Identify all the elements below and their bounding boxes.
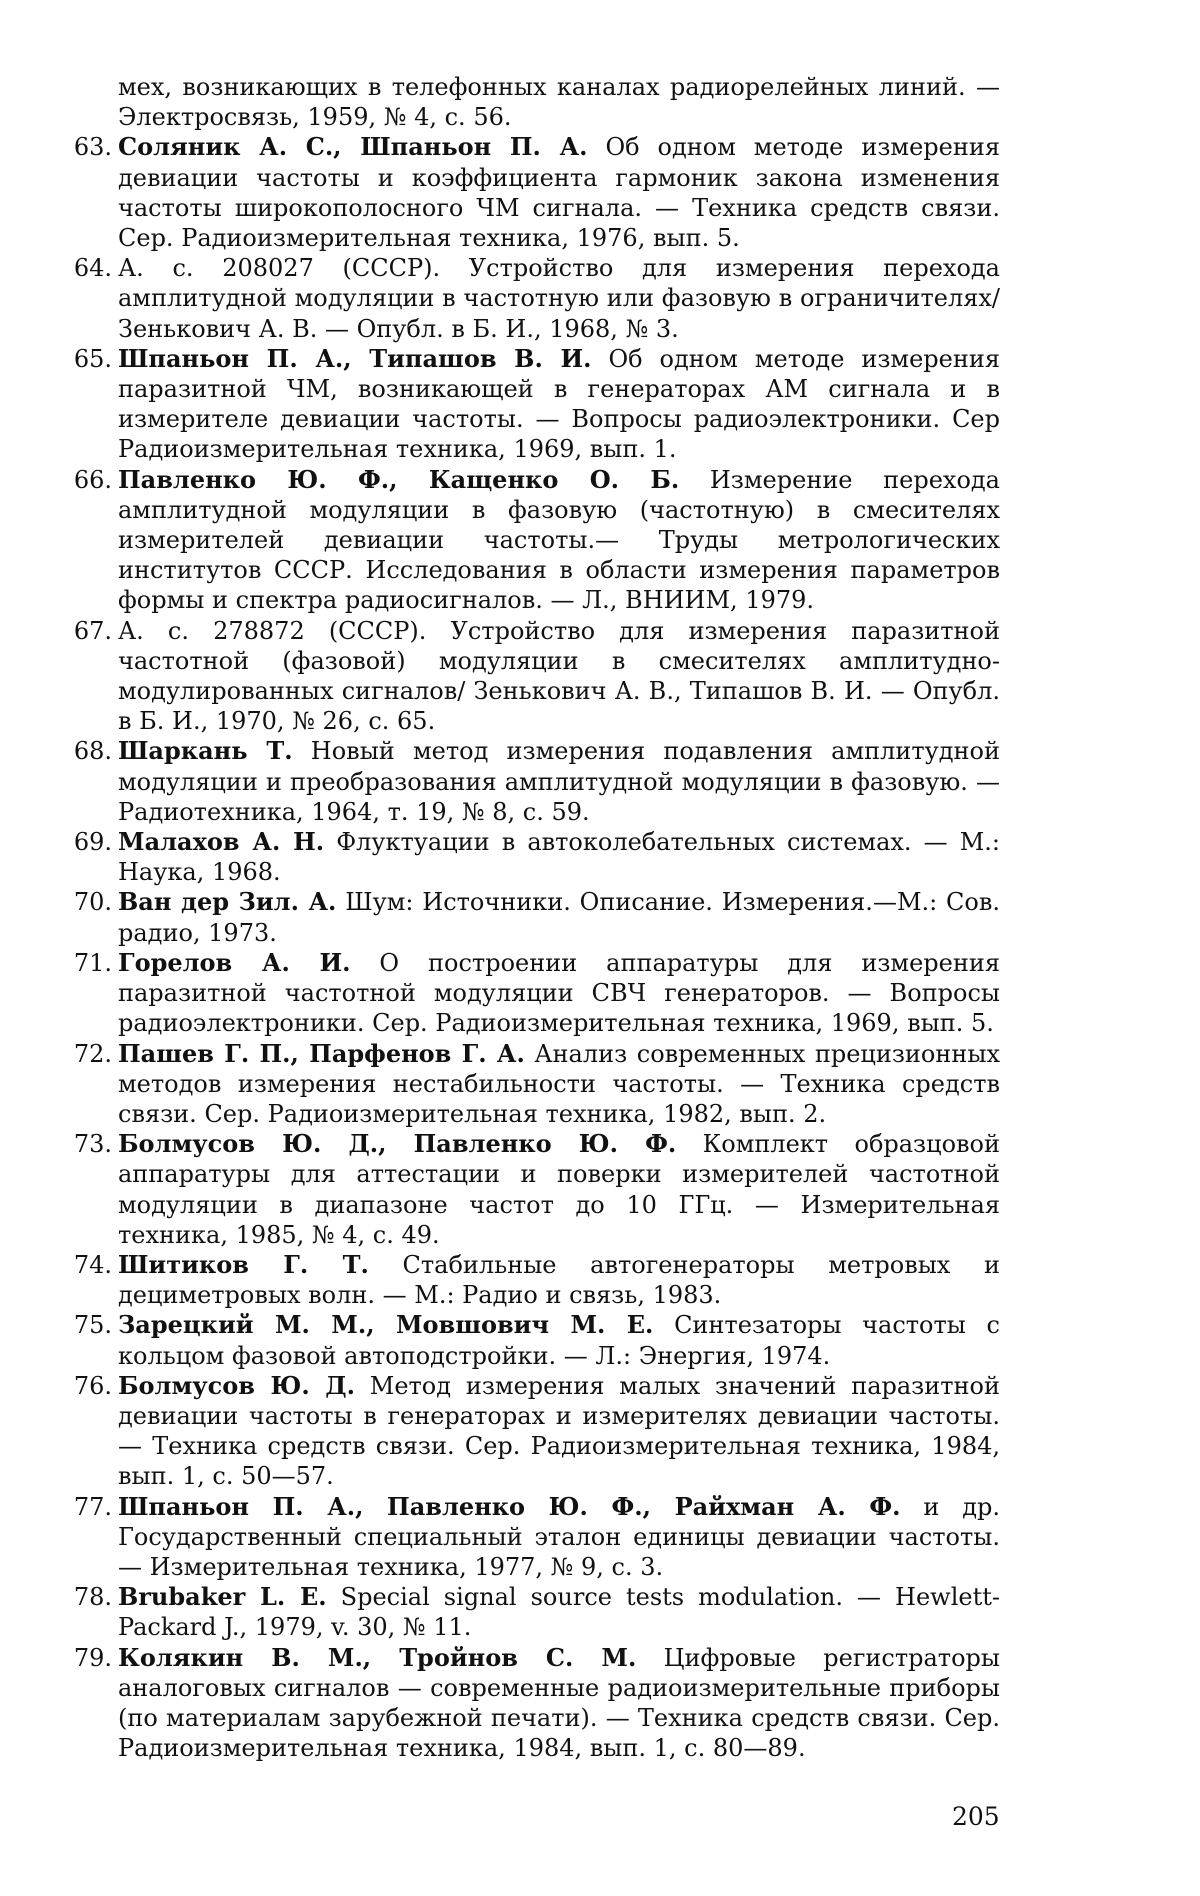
reference-authors: Соляник А. С., Шпаньон П. А. bbox=[118, 132, 588, 162]
reference-text: и др. Государственный специальный эталон единицы девиации частоты. — Измерительная техника, 1977, № 9, с. 3. bbox=[118, 1492, 1000, 1581]
reference-item bbox=[60, 1310, 1000, 1370]
reference-text: Анализ современных прецизионных методов измерения нестабильности частоты. — Техника средств связи. Сер. Радиоизмерительная техника, 1982, вып. 2. bbox=[118, 1039, 1000, 1128]
reference-number: 77. bbox=[73, 1492, 112, 1521]
reference-authors: Brubaker L. E. bbox=[118, 1582, 327, 1612]
reference-text: А. с. 208027 (СССР). Устройство для измерения перехода амплитудной модуляции в частотную или фазовую в ограничителях/ Зенькович А. В. — Опубл. в Б. И., 1968, № 3. bbox=[118, 254, 1000, 343]
reference-item bbox=[60, 72, 1000, 132]
reference-text: Шум: Источники. Описание. Измерения.—М.: Сов. радио, 1973. bbox=[118, 888, 1000, 947]
reference-text: Стабильные автогенераторы метровых и дециметровых волн. — М.: Радио и связь, 1983. bbox=[118, 1250, 1000, 1310]
reference-list bbox=[60, 72, 1000, 1763]
reference-item bbox=[60, 344, 1000, 465]
page-number: 205 bbox=[952, 1802, 1000, 1831]
reference-number: 68. bbox=[73, 737, 112, 766]
reference-text: Об одном методе измерения паразитной ЧМ, возникающей в генераторах АМ сигнала и в измерителе девиации частоты. — Вопросы радиоэлектроники. Сер Радиоизмерительная техника, 1969, вып. 1. bbox=[118, 344, 1000, 464]
reference-authors: Болмусов Ю. Д. bbox=[118, 1370, 355, 1400]
reference-number: 67. bbox=[73, 616, 112, 645]
reference-authors: Шаркань Т. bbox=[118, 736, 293, 766]
reference-authors: Малахов А. Н. bbox=[118, 827, 325, 857]
reference-text: Об одном методе измерения девиации частоты и коэффициента гармоник закона изменения частоты широкополосного ЧМ сигнала. — Техника средств связи. Сер. Радиоизмерительная техника, 1976, вып. 5. bbox=[118, 133, 1000, 253]
reference-number: 74. bbox=[73, 1250, 112, 1279]
reference-text: Новый метод измерения подавления амплитудной модуляции и преобразования амплитудной модуляции в фазовую. — Радиотехника, 1964, т. 19, № 8, с. 59. bbox=[118, 737, 1000, 826]
reference-item bbox=[60, 465, 1000, 616]
reference-text: Синтезаторы частоты с кольцом фазовой автоподстройки. — Л.: Энергия, 1974. bbox=[118, 1311, 1000, 1370]
reference-text: Комплект образцовой аппаратуры для аттестации и поверки измерителей частотной модуляции в диапазоне частот до 10 ГГц. — Измерительная техника, 1985, № 4, с. 49. bbox=[118, 1130, 1000, 1249]
reference-text: О построении аппаратуры для измерения паразитной частотной модуляции СВЧ генераторов. — Вопросы радиоэлектроники. Сер. Радиоизмерительная техника, 1969, вып. 5. bbox=[118, 948, 1000, 1038]
reference-authors: Горелов А. И. bbox=[118, 947, 351, 977]
reference-authors: Павленко Ю. Ф., Кащенко О. Б. bbox=[118, 464, 680, 494]
reference-item bbox=[60, 616, 1000, 737]
reference-item bbox=[60, 1582, 1000, 1642]
reference-text: Метод измерения малых значений паразитной девиации частоты в генераторах и измерителях девиации частоты. — Техника средств связи. Сер. Радиоизмерительная техника, 1984, вып. 1, с. 50—57. bbox=[118, 1371, 1000, 1491]
reference-item bbox=[60, 827, 1000, 887]
reference-number: 78. bbox=[73, 1583, 112, 1612]
reference-item bbox=[60, 736, 1000, 827]
reference-text: мех, возникающих в телефонных каналах радиорелейных линий. — Электросвязь, 1959, № 4, с. 56. bbox=[118, 73, 1000, 132]
reference-number: 75. bbox=[73, 1311, 112, 1340]
reference-item bbox=[60, 887, 1000, 947]
reference-number: 73. bbox=[73, 1130, 112, 1159]
reference-number: 64. bbox=[73, 254, 112, 283]
reference-text: Измерение перехода амплитудной модуляции в фазовую (частотную) в смесителях измерителей девиации частоты.— Труды метрологических институтов СССР. Исследования в области измерения параметров формы и спектра радиосигналов. — Л., ВНИИМ, 1979. bbox=[118, 465, 1000, 615]
reference-authors: Шпаньон П. А., Павленко Ю. Ф., Райхман А. Ф. bbox=[118, 1491, 901, 1521]
reference-item bbox=[60, 1129, 1000, 1250]
reference-number: 72. bbox=[73, 1039, 112, 1068]
reference-item bbox=[60, 1371, 1000, 1492]
reference-text: А. с. 278872 (СССР). Устройство для измерения паразитной частотной (фазовой) модуляции в смесителях амплитудно-модулированных сигналов/ Зенькович А. В., Типашов В. И. — Опубл. в Б. И., 1970, № 26, с. 65. bbox=[118, 616, 1000, 736]
reference-number: 65. bbox=[73, 344, 112, 373]
reference-item bbox=[60, 948, 1000, 1039]
reference-number: 76. bbox=[73, 1371, 112, 1400]
reference-authors: Пашев Г. П., Парфенов Г. А. bbox=[118, 1038, 525, 1068]
reference-authors: Ван дер Зил. А. bbox=[118, 887, 337, 917]
reference-text: Цифровые регистраторы аналоговых сигналов — современные радиоизмерительные приборы (по материалам зарубежной печати). — Техника средств связи. Сер. Радиоизмерительная техника, 1984, вып. 1, с. 80—89. bbox=[118, 1643, 1000, 1763]
reference-item bbox=[60, 1250, 1000, 1310]
reference-authors: Зарецкий М. М., Мовшович М. Е. bbox=[118, 1310, 654, 1340]
reference-authors: Колякин В. М., Тройнов С. М. bbox=[118, 1642, 637, 1672]
reference-number: 66. bbox=[73, 465, 112, 494]
reference-item bbox=[60, 253, 1000, 344]
reference-item bbox=[60, 132, 1000, 253]
reference-text: Флуктуации в автоколебательных системах. — М.: Наука, 1968. bbox=[118, 828, 1000, 887]
reference-authors: Болмусов Ю. Д., Павленко Ю. Ф. bbox=[118, 1129, 677, 1159]
reference-number: 63. bbox=[73, 133, 112, 162]
reference-number: 71. bbox=[73, 948, 112, 977]
reference-authors: Шитиков Г. Т. bbox=[118, 1249, 369, 1279]
reference-number: 70. bbox=[73, 888, 112, 917]
reference-authors: Шпаньон П. А., Типашов В. И. bbox=[118, 343, 592, 373]
reference-number: 79. bbox=[73, 1643, 112, 1672]
reference-item bbox=[60, 1643, 1000, 1764]
reference-number: 69. bbox=[73, 828, 112, 857]
reference-item bbox=[60, 1039, 1000, 1130]
reference-item bbox=[60, 1492, 1000, 1583]
reference-text: Special signal source tests modulation. — Hewlett-Packard J., 1979, v. 30, № 11. bbox=[118, 1583, 1001, 1642]
